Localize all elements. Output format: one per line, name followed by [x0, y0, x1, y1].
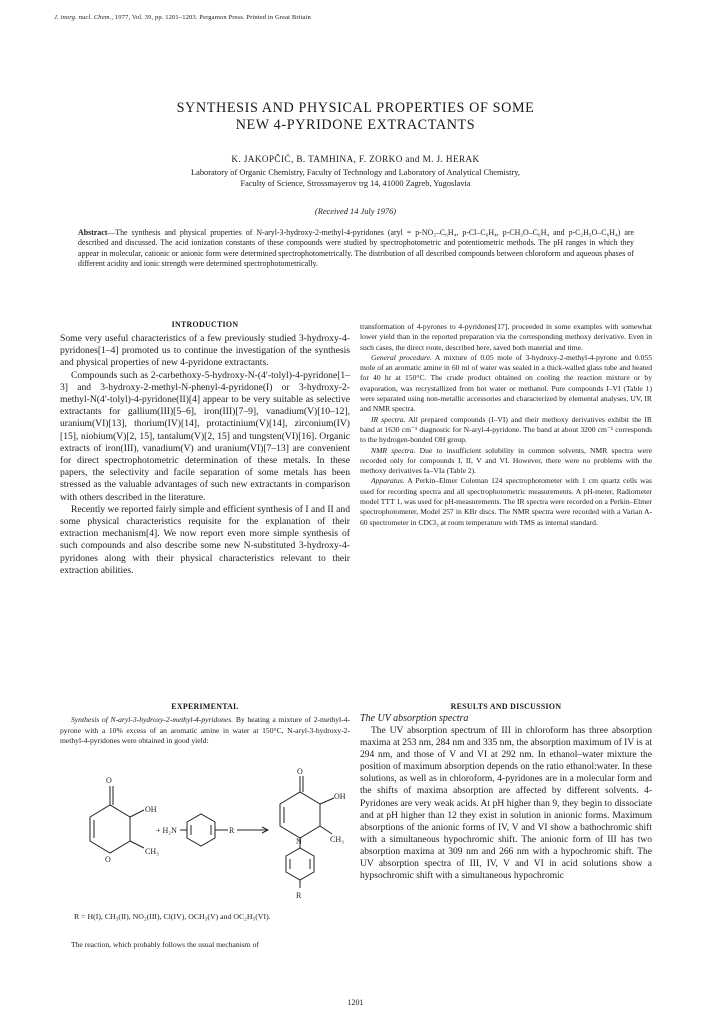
intro-paragraph-2: Compounds such as 2-carbethoxy-5-hydroxy-N-(4′-tolyl)-4-pyridone[1–3] and 3-hydroxy-2-methyl-N-phenyl-4-pyridone(I) or 3-hydroxy-2-methyl-N(4′-tolyl)-4-pyridone(II)[4] appear to be very suitable as selective extractants for gallium(III)[5–6], iron(III)[7–9], vanadium(V)[10–12], uranium(VI)[13], thorium(IV)[14], protactinium(V)[14], zirconium(IV)[15], niobium(V)[2, 15], tantalum(V)[2, 15] and tungsten(VI)[16]. Organic extracts of iron(III), vanadium(V) and uranium(VI)[7–13] are convenient for direct spectrophotometric determination of these metals. In these papers, the selectivity and facile separation of some metals has been stressed as the valuable advantages of such new extractants in comparison with others described in the literature. — [60, 369, 350, 503]
scheme-n: N — [296, 837, 302, 846]
ir-spectra-paragraph: IR spectra. All prepared compounds (I–VI) and their methoxy derivatives exhibit the IR band at 1630 cm⁻¹ diagnostic for N-aryl-4-pyridone. The band at about 3200 cm⁻¹ corresponds to the hydrogen-bonded OH group. — [360, 414, 652, 445]
results-heading: RESULTS AND DISCUSSION — [450, 702, 562, 711]
introduction-heading: INTRODUCTION — [171, 320, 239, 329]
r-substituent-definition: R = H(I), CH₃(II), NO₂(III), Cl(IV), OCH₃(V) and OC₂H₅(VI). — [74, 912, 271, 921]
scheme-o-ring: O — [105, 855, 111, 864]
reaction-note: The reaction, which probably follows the usual mechanism of — [71, 940, 259, 949]
uv-spectra-subheading: The UV absorption spectra — [360, 713, 469, 724]
intro-paragraph-3: Recently we reported fairly simple and efficient synthesis of I and II and some physical characteristics requisite for the explanation of their extraction mechanism[4]. We now report even more simple synthesis of such compounds and also describe some new N-substituted 3-hydroxy-4-pyridones along with their physical characteristics relevant to their extraction abilities. — [60, 503, 350, 576]
synthesis-paragraph: Synthesis of N-aryl-3-hydroxy-2-methyl-4-pyridones. By heating a mixture of 2-methyl-4-pyrone with a 10% excess of an aromatic amine in water at 150°C, N-aryl-3-hydroxy-2-methyl-4-pyridones were obtained in good yield: — [60, 715, 350, 745]
scheme-ch3-1: CH₃ — [145, 847, 159, 856]
authors: K. JAKOPČIĆ, B. TAMHINA, F. ZORKO and M. J. HERAK — [231, 154, 480, 164]
page-number: 1201 — [347, 998, 364, 1007]
scheme-r-2: R — [296, 891, 302, 900]
scheme-o-top-1: O — [106, 776, 112, 785]
transformation-paragraph: transformation of 4-pyrones to 4-pyridones[17], proceeded in some examples with somewhat lower yield than in the reported preparation via the corresponding methoxy derivative. Even in such cases, the direct route, described here, saved both material and time. — [360, 322, 652, 352]
nmr-spectra-paragraph: NMR spectra. Due to insufficient solubility in common solvents, NMR spectra were recorded only for compounds I, II, V and VI. However, there were no problems with the methoxy derivatives Ia–VIa (Table 2). — [360, 445, 652, 476]
scheme-r-1: R — [229, 826, 235, 835]
scheme-oh-2: OH — [334, 792, 346, 801]
paper-title — [0, 100, 711, 134]
journal-citation: J. inorg. nucl. Chem., 1977, Vol. 39, pp. 1201–1203. Pergamon Press. Printed in Great Britain — [54, 14, 311, 21]
received-date: (Received 14 July 1976) — [314, 207, 397, 216]
scheme-oh-1: OH — [145, 805, 157, 814]
title-line-1: SYNTHESIS AND PHYSICAL PROPERTIES OF SOME — [176, 100, 535, 116]
scheme-o-top-2: O — [297, 767, 303, 776]
experimental-section — [60, 702, 350, 746]
methods-section — [360, 322, 652, 528]
scheme-plus-amine: + H₂N — [156, 826, 177, 835]
reaction-scheme — [72, 767, 352, 902]
results-paragraph: The UV absorption spectrum of III in chloroform has three absorption maxima at 253 nm, 284 nm and 335 nm, the absorption maximum of IV is at 294 nm, and those of V and VI at 292 nm. In ethanol–water mixture the position of maximum absorption depends on the ratio ethanol:water. In these solutions, as well as in chloroform, 4-pyridones are in a molecular form and the shifts of maxima absorption are affected by different solvents. 4-Pyridones are very weak acids. At pH higher than 9, they begin to dissociate and at pH higher than 12 they exist in solution in anionic forms. Maximum absorptions of the anionic forms of IV, V and VI show a bathochromic shift with a simultaneous hypochromic shift. The anionic form of III has two absorption maxima at 309 nm and 266 nm with a hypochromic shift. The UV absorption spectra of III, IV, V and VI in acid solutions show a hypsochromic shift with a simultaneous hypochromic — [360, 726, 652, 882]
abstract-label: Abstract — [78, 228, 108, 237]
experimental-heading: EXPERIMENTAL — [171, 702, 239, 711]
results-section — [360, 702, 652, 882]
affiliation: Laboratory of Organic Chemistry, Faculty of Technology and Laboratory of Analytical Chemistry, Faculty of Science, Strossmayerov trg 14, 41000 Zagreb, Yugoslavia — [191, 168, 520, 188]
general-procedure-paragraph: General procedure. A mixture of 0.05 mole of 3-hydroxy-2-methyl-4-pyrone and 0.055 mole of an aromatic amine in 60 ml of water was sealed in a thick-walled glass tube and heated for 40 hr at 150°C. The crude product obtained on cooling the reaction mixture or by evaporation, was recrystallized from hot water or methanol. Pure compounds I–VI (Table 1) were separated using non-metallic accessories and characterized by elemental analyses, UV, IR and NMR spectra. — [360, 352, 652, 414]
scheme-ch3-2: CH₃ — [330, 835, 344, 844]
abstract-text: —The synthesis and physical properties of N-aryl-3-hydroxy-2-methyl-4-pyridones (aryl = p-NO₂–C₆H₄, p-Cl–C₆H₄, p-CH₃O–C₆H₄ and p-C₂H₅O–C₆H₄) are described and discussed. The acid ionization constants of these compounds were studied by spectrophotometric and potentiometric methods. The pH ranges in which they appear in molecular, cationic or anionic form were determined spectrophotometrically. The distribution of all described compounds between chloroform and aqueous phases of different acidity and ionic strength were determined spectrophotometrically. — [78, 228, 634, 269]
introduction-section — [60, 320, 350, 577]
intro-paragraph-1: Some very useful characteristics of a few previously studied 3-hydroxy-4-pyridones[1–4] promoted us to continue the investigation of the synthesis and physical properties of new 4-pyridone extractants. — [60, 333, 350, 369]
abstract — [78, 228, 634, 270]
apparatus-paragraph: Apparatus. A Perkin–Elmer Coleman 124 spectrophotometer with 1 cm quartz cells was used for recording spectra and all spectrophotometric measurements. A pH-meter, Radiometer model TTT 1, was used for pH-measurements. The IR spectra were recorded on a Perkin–Elmer spectrophotometer, Model 257 in KBr discs. The NMR spectra were recorded with a Varian A-60 spectrometer in CDCl₃ at room temperature with TMS as internal standard. — [360, 476, 652, 527]
title-line-2: NEW 4-PYRIDONE EXTRACTANTS — [235, 117, 476, 133]
